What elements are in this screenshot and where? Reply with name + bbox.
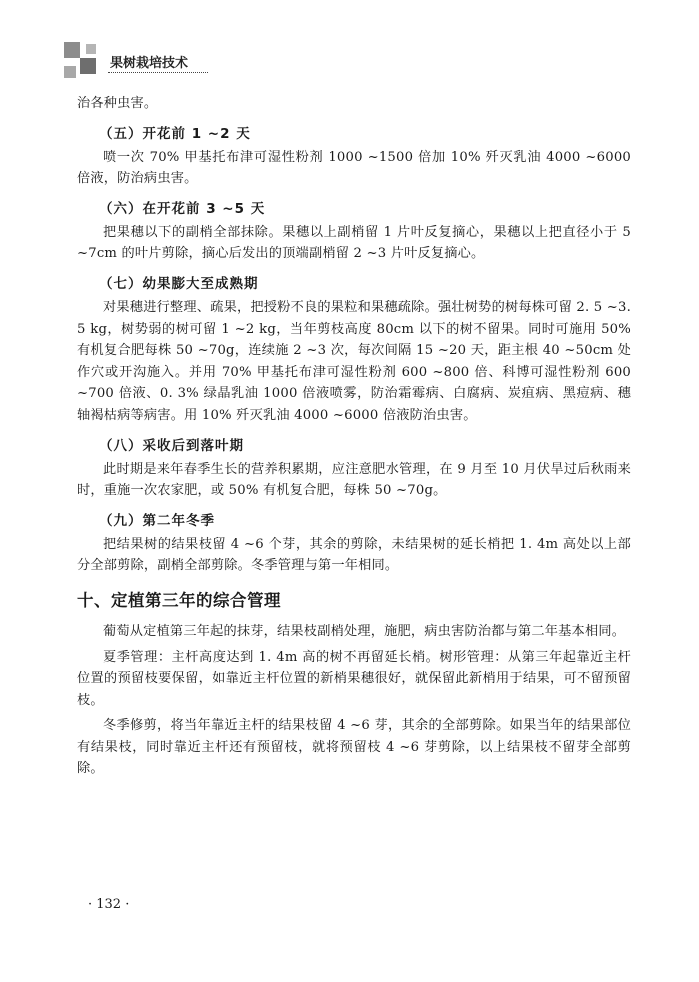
section-heading: （八）采收后到落叶期: [99, 437, 244, 454]
paragraph: 此时期是来年春季生长的营养积累期，应注意肥水管理，在 9 月至 10 月伏旱过后秋雨来时，重施一次农家肥，或 50% 有机复合肥，每株 50 ~70g。: [77, 461, 631, 499]
section-heading: （七）幼果膨大至成熟期: [99, 275, 259, 292]
paragraph: 治各种虫害。: [77, 96, 158, 111]
section-heading: （六）在开花前 3 ~5 天: [99, 200, 266, 217]
paragraph: 对果穗进行整理、疏果，把授粉不良的果粒和果穗疏除。强壮树势的树每株可留 2. 5 ~3. 5 kg，树势弱的树可留 1 ~2 kg，当年剪枝高度 80cm 以下的树不留果。同时可施用 50% 有机复合肥每株 50 ~70g，连续施 2 ~3 次，每次间隔 15 ~20 天，距主根 40 ~50cm 处作穴或开沟施入。并用 70% 甲基托布津可湿性粉剂 600 ~800 倍、科博可湿性粉剂 600 ~700 倍液、0. 3% 绿晶乳油 1000 倍液喷雾，防治霜霉病、白腐病、炭疽病、黑痘病、穗轴褐枯病等病害。用 10% 歼灭乳油 4000 ~6000 倍液防治虫害。: [77, 299, 631, 423]
paragraph: 把果穗以下的副梢全部抹除。果穗以上副梢留 1 片叶反复摘心，果穗以上把直径小于 5 ~7cm 的叶片剪除，摘心后发出的顶端副梢留 2 ~3 片叶反复摘心。: [77, 224, 631, 262]
running-header-title: 果树栽培技术: [110, 56, 189, 71]
page-number: · 132 ·: [88, 897, 130, 912]
paragraph: 喷一次 70% 甲基托布津可湿性粉剂 1000 ~1500 倍加 10% 歼灭乳油 4000 ~6000 倍液，防治病虫害。: [77, 149, 631, 187]
paragraph: 葡萄从定植第三年起的抹芽，结果枝副梢处理，施肥，病虫害防治都与第二年基本相同。: [103, 623, 626, 639]
chapter-heading: 十、定植第三年的综合管理: [77, 590, 281, 610]
header-logo-icon: [64, 42, 104, 82]
paragraph: 冬季修剪，将当年靠近主杆的结果枝留 4 ~6 芽，其余的全部剪除。如果当年的结果部位有结果枝，同时靠近主杆还有预留枝，就将预留枝 4 ~6 芽剪除，以上结果枝不留芽全部剪除。: [77, 718, 631, 777]
paragraph: 把结果树的结果枝留 4 ~6 个芽，其余的剪除，未结果树的延长梢把 1. 4m 高处以上部分全部剪除，副梢全部剪除。冬季管理与第一年相同。: [77, 536, 631, 574]
section-heading: （九）第二年冬季: [99, 512, 215, 529]
header-dotted-rule: [108, 72, 208, 73]
paragraph: 夏季管理：主杆高度达到 1. 4m 高的树不再留延长梢。树形管理：从第三年起靠近主杆位置的预留枝要保留，如靠近主杆位置的新梢果穗很好，就保留此新梢用于结果，可不留预留枝。: [77, 649, 631, 708]
section-heading: （五）开花前 1 ~2 天: [99, 125, 251, 142]
page-body: [77, 93, 631, 780]
